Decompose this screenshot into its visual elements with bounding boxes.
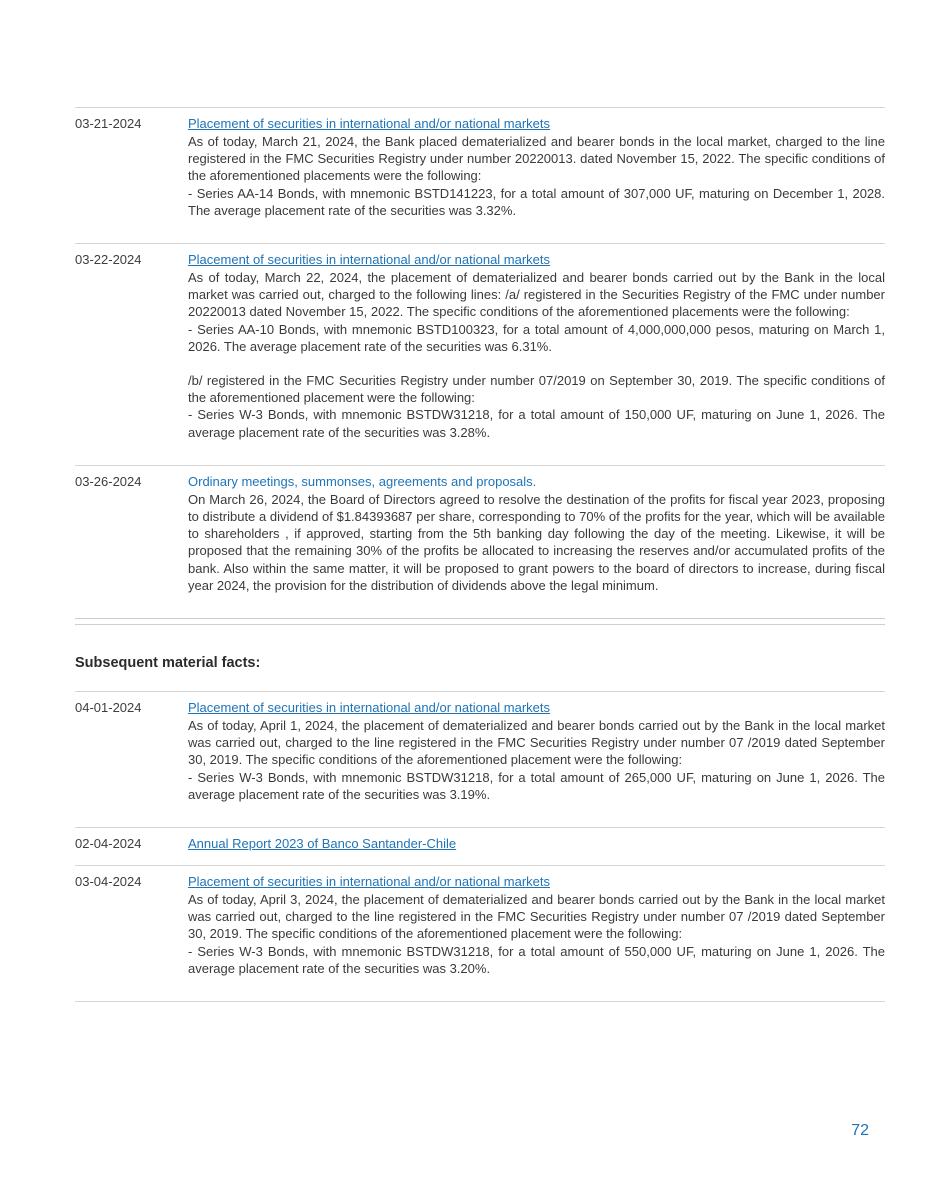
- fact-row: [75, 691, 885, 827]
- fact-date: 03-26-2024: [75, 473, 142, 489]
- fact-paragraph: On March 26, 2024, the Board of Directors agreed to resolve the destination of the profits for fiscal year 2023, proposing to distribute a dividend of $1.84393687 per share, corresponding to 70% of the profits for the year, which will be available to shareholders , if approved, starting from the 5th banking day following the day of the meeting. Likewise, it will be proposed that the remaining 30% of the profits be allocated to increasing the reserves and/or accumulated profits of the bank. Also within the same matter, it will be proposed to grant powers to the board of directors to increase, during fiscal year 2024, the provision for the distribution of dividends above the legal minimum.: [188, 491, 885, 593]
- fact-title-link[interactable]: Annual Report 2023 of Banco Santander-Chile: [188, 836, 457, 852]
- fact-row: [75, 865, 885, 1001]
- fact-paragraph: - Series AA-14 Bonds, with mnemonic BSTD141223, for a total amount of 307,000 UF, maturing on December 1, 2028. The average placement rate of the securities was 3.32%.: [188, 185, 885, 218]
- fact-paragraph: - Series W-3 Bonds, with mnemonic BSTDW31218, for a total amount of 550,000 UF, maturing on June 1, 2026. The average placement rate of the securities was 3.20%.: [188, 943, 885, 976]
- fact-title-link[interactable]: Placement of securities in international and/or national markets: [188, 874, 551, 890]
- fact-paragraph: As of today, April 1, 2024, the placement of dematerialized and bearer bonds carried out by the Bank in the local market was carried out, charged to the line registered in the FMC Securities Registry under number 07 /2019 dated September 30, 2019. The specific conditions of the aforementioned placement were the following:: [188, 718, 885, 768]
- fact-content: [188, 249, 885, 441]
- subsequent-facts-table: [75, 691, 885, 1002]
- table-bottom-divider: [75, 618, 885, 625]
- fact-paragraph: As of today, April 3, 2024, the placement of dematerialized and bearer bonds carried out by the Bank in the local market was carried out, charged to the line registered in the FMC Securities Registry under number 07 /2019 dated September 30, 2019. The specific conditions of the aforementioned placement were the following:: [188, 892, 885, 942]
- fact-title-link[interactable]: Placement of securities in international and/or national markets: [188, 116, 551, 131]
- material-facts-table: [75, 107, 885, 625]
- fact-date: 03-22-2024: [75, 252, 142, 268]
- fact-paragraph: As of today, March 22, 2024, the placement of dematerialized and bearer bonds carried out by the Bank in the local market was carried out, charged to the following lines: /a/ registered in the Securities Registry of the FMC under number 20220013 dated November 15, 2022. The specific conditions of the aforementioned placements were the following:: [188, 270, 885, 320]
- fact-content: [188, 471, 885, 594]
- fact-title-link[interactable]: Placement of securities in international and/or national markets: [188, 700, 551, 716]
- fact-paragraph: - Series W-3 Bonds, with mnemonic BSTDW31218, for a total amount of 150,000 UF, maturing on June 1, 2026. The average placement rate of the securities was 3.28%.: [188, 407, 885, 440]
- fact-title-link[interactable]: Placement of securities in international and/or national markets: [188, 252, 551, 268]
- fact-paragraph: /b/ registered in the FMC Securities Registry under number 07/2019 on September 30, 2019. The specific conditions of the aforementioned placement were the following:: [188, 373, 885, 406]
- fact-date: 03-04-2024: [75, 874, 142, 890]
- fact-content: [188, 833, 885, 853]
- fact-row: [75, 465, 885, 618]
- page-number: 72: [851, 1122, 869, 1139]
- fact-paragraph: - Series W-3 Bonds, with mnemonic BSTDW31218, for a total amount of 265,000 UF, maturing on June 1, 2026. The average placement rate of the securities was 3.19%.: [188, 769, 885, 802]
- fact-content: [188, 113, 885, 219]
- table-bottom-divider: [75, 1001, 885, 1002]
- fact-content: [188, 871, 885, 977]
- fact-paragraph: As of today, March 21, 2024, the Bank placed dematerialized and bearer bonds in the local market, charged to the line registered in the FMC Securities Registry under number 20220013. dated November 15, 2022. The specific conditions of the aforementioned placements were the following:: [188, 134, 885, 184]
- fact-date: 03-21-2024: [75, 116, 142, 131]
- fact-row: [75, 107, 885, 243]
- fact-row: [75, 243, 885, 465]
- fact-paragraph: - Series AA-10 Bonds, with mnemonic BSTD100323, for a total amount of 4,000,000,000 pesos, maturing on March 1, 2026. The average placement rate of the securities was 6.31%.: [188, 321, 885, 354]
- subsequent-facts-header: Subsequent material facts:: [75, 655, 261, 672]
- fact-date: 02-04-2024: [75, 836, 142, 852]
- fact-date: 04-01-2024: [75, 700, 142, 716]
- fact-row: [75, 827, 885, 865]
- fact-content: [188, 697, 885, 803]
- fact-title: Ordinary meetings, summonses, agreements and proposals.: [188, 473, 537, 489]
